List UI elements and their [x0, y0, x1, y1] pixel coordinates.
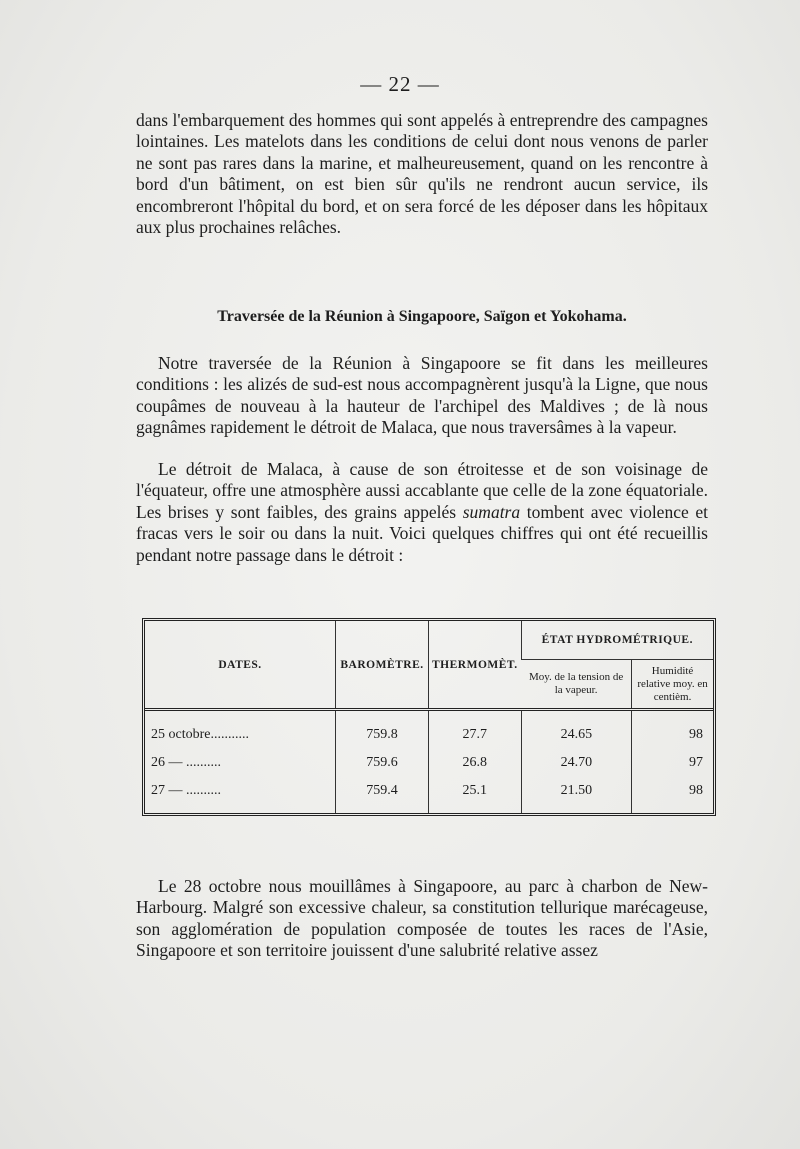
paragraph-traversee [136, 353, 708, 439]
header-thermometre: THERMOMÈT. [429, 621, 522, 710]
paragraph-text: tombent avec violence et fracas vers le soir ou dans la nuit. Voici quelques chiffres qui ont été recueillis pendant notre passage dans le détroit : [136, 501, 709, 565]
table-row [145, 749, 713, 777]
cell-tension: 24.65 [521, 710, 632, 750]
paragraph-text: Notre traversée de la Réunion à Singapoore se fit dans les meilleures conditions : les alizés de sud-est nous accompagnèrent jusqu'à la Ligne, que nous coupâmes de nouveau à la hauteur de l'archipel des Maldives ; de là nous gagnâmes rapidement le détroit de Malaca, que nous traversâmes à la vapeur. [136, 353, 708, 438]
cell-thermometre: 26.8 [429, 749, 522, 777]
paragraph-singapoore [136, 876, 708, 962]
section-title: Traversée de la Réunion à Singapoore, Saïgon et Yokohama. [217, 308, 627, 325]
cell-tension: 21.50 [521, 777, 632, 813]
header-barometre: BAROMÈTRE. [336, 621, 429, 710]
cell-barometre: 759.6 [336, 749, 429, 777]
cell-humidite: 97 [632, 749, 713, 777]
cell-date: 26 — .......... [151, 755, 221, 770]
paragraph-text: dans l'embarquement des hommes qui sont appelés à entreprendre des campagnes lointaines. Les matelots dans les conditions de celui dont nous venons de parler ne sont pas rares dans la marine, et malheureusement, quand on les rencontre à bord d'un bâtiment, on est bien sûr qu'ils ne rendront aucun service, ils encombreront l'hôpital du bord, et on sera forcé de les déposer dans les hôpitaux aux plus prochaines relâches. [136, 110, 708, 238]
table-row [145, 777, 713, 813]
cell-barometre: 759.4 [336, 777, 429, 813]
cell-humidite: 98 [632, 710, 713, 750]
cell-thermometre: 25.1 [429, 777, 522, 813]
cell-humidite: 98 [632, 777, 713, 813]
table-row [145, 710, 713, 750]
header-hygrometrique: ÉTAT HYDROMÉTRIQUE. [521, 621, 713, 660]
header-dates: DATES. [218, 658, 262, 671]
page-number: — 22 — [360, 72, 440, 96]
paragraph-embarquement [136, 110, 708, 238]
header-humidite: Humidité relative moy. en centièm. [632, 660, 713, 710]
cell-tension: 24.70 [521, 749, 632, 777]
cell-date: 25 octobre........... [151, 727, 249, 742]
paragraph-text: Le 28 octobre nous mouillâmes à Singapoore, au parc à charbon de New-Harbourg. Malgré son excessive chaleur, sa constitution tellurique marécageuse, son agglomération de population composée de toutes les races de l'Asie, Singapoore et son territoire jouissent d'une salubrité relative assez [136, 876, 708, 961]
cell-thermometre: 27.7 [429, 710, 522, 750]
weather-table [142, 618, 716, 816]
cell-barometre: 759.8 [336, 710, 429, 750]
paragraph-text: Le détroit de Malaca, à cause de son étroitesse et de son voisinage de l'équateur, offre une atmosphère aussi accablante que celle de la zone équatoriale. Les brises y sont faibles, des grains appelés [136, 459, 708, 522]
header-tension: Moy. de la tension de la vapeur. [521, 660, 632, 710]
italic-term: sumatra [462, 501, 521, 522]
paragraph-malaca [136, 459, 708, 566]
cell-date: 27 — .......... [151, 783, 221, 798]
